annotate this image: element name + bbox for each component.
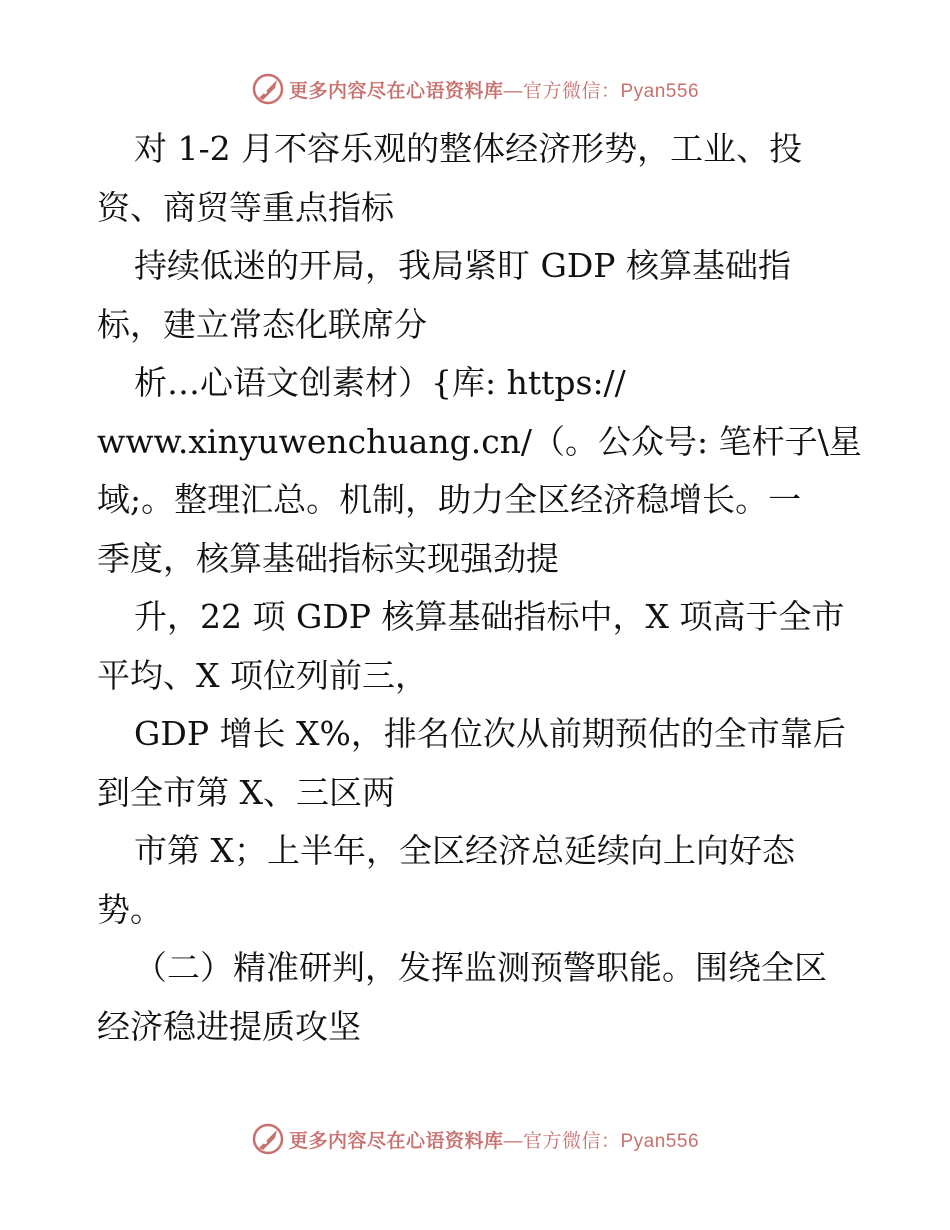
body-line: 到全市第 X、三区两: [97, 772, 395, 812]
body-line: 经济稳进提质攻坚: [97, 1006, 361, 1046]
body-line: 标，建立常态化联席分: [97, 304, 427, 344]
header-banner-tail: —官方微信：Pyan556: [503, 80, 700, 102]
footer-banner-text: [289, 1126, 699, 1153]
body-line: www.xinyuwenchuang.cn/（。公众号: 笔杆子\星: [97, 421, 862, 461]
document-body: [97, 120, 862, 1056]
footer-banner-tail: —官方微信：Pyan556: [503, 1130, 700, 1152]
body-line: 域;。整理汇总。机制，助力全区经济稳增长。一: [97, 480, 802, 519]
header-banner: [0, 72, 950, 106]
body-line: 对 1-2 月不容乐观的整体经济形势，工业、投: [134, 129, 803, 168]
body-line: 析…心语文创素材）{库: https://: [134, 363, 626, 402]
header-banner-text: [289, 76, 699, 103]
body-line: （二）精准研判，发挥监测预警职能。围绕全区: [134, 948, 827, 987]
pen-nib-circle-icon: [251, 1122, 285, 1156]
header-banner-main: 更多内容尽在心语资料库: [288, 79, 504, 102]
body-line: 平均、X 项位列前三，: [97, 655, 428, 695]
body-line: 资、商贸等重点指标: [97, 187, 394, 227]
body-line: 升，22 项 GDP 核算基础指标中，X 项高于全市: [134, 597, 845, 636]
footer-banner-main: 更多内容尽在心语资料库: [288, 1129, 504, 1152]
body-line: 市第 X；上半年，全区经济总延续向上向好态: [134, 831, 795, 870]
body-line: 势。: [97, 889, 163, 929]
body-line: 季度，核算基础指标实现强劲提: [97, 538, 559, 578]
body-line: GDP 增长 X%，排名位次从前期预估的全市靠后: [134, 714, 846, 753]
footer-banner: [0, 1122, 950, 1156]
pen-nib-circle-icon: [251, 72, 285, 106]
body-line: 持续低迷的开局，我局紧盯 GDP 核算基础指: [134, 246, 792, 285]
